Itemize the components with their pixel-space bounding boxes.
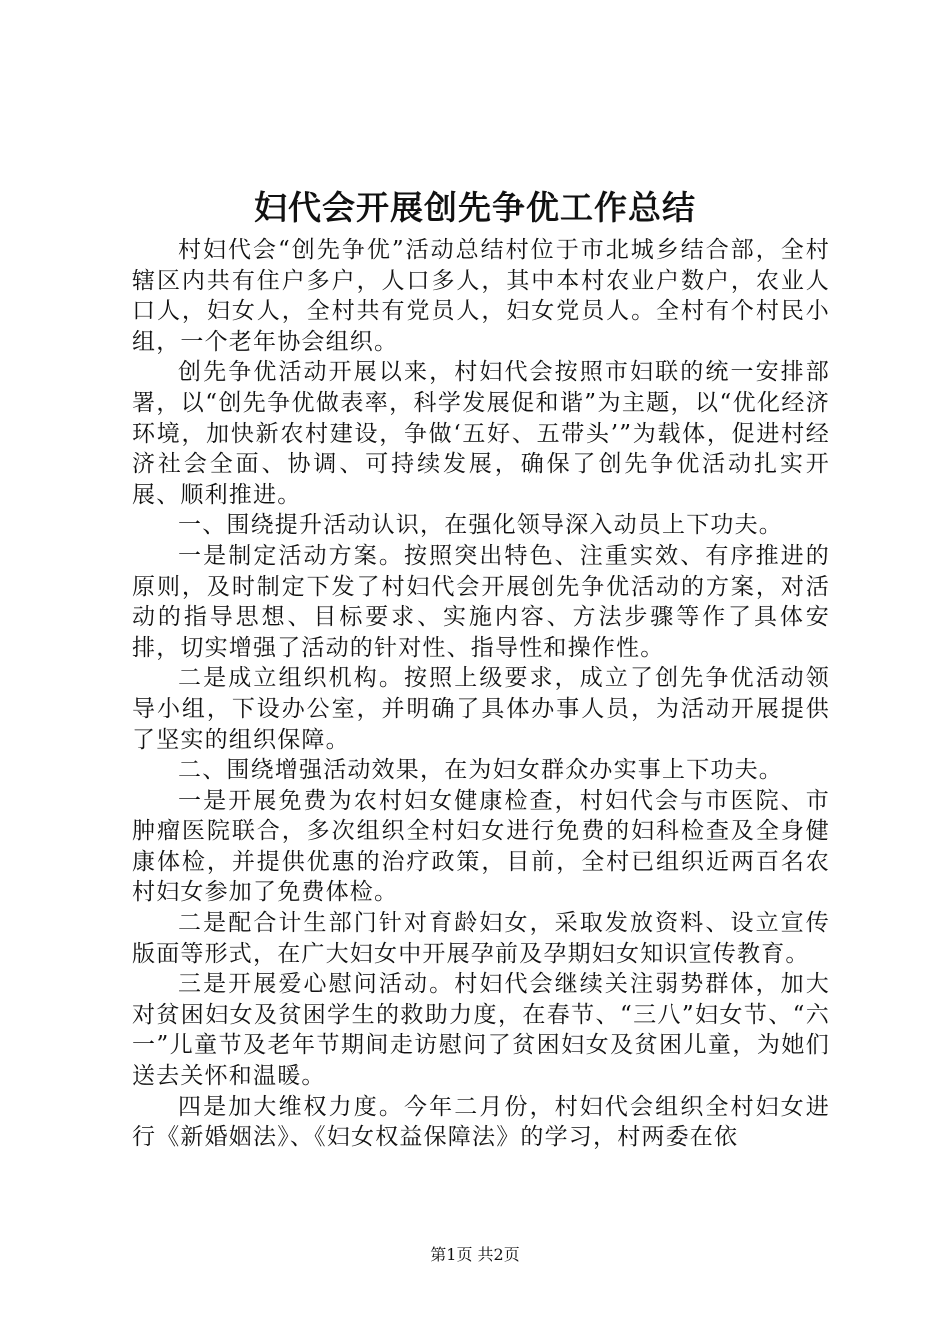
paragraph-education: 二是配合计生部门针对育龄妇女，采取发放资料、设立宣传版面等形式，在广大妇女中开展孕前及孕期妇女知识宣传教育。 <box>132 910 830 967</box>
paragraph-rights: 四是加大维权力度。今年二月份，村妇代会组织全村妇女进行《新婚姻法》、《妇女权益保障法》的学习，村两委在依 <box>132 1093 830 1151</box>
paragraph-health-check: 一是开展免费为农村妇女健康检查，村妇代会与市医院、市肿瘤医院联合，多次组织全村妇女进行免费的妇科检查及全身健康体检，并提供优惠的治疗政策，目前，全村已组织近两百名农村妇女参加了免费体检。 <box>132 787 830 906</box>
paragraph-plan: 一是制定活动方案。按照突出特色、注重实效、有序推进的原则，及时制定下发了村妇代会开展创先争优活动的方案，对活动的指导思想、目标要求、实施内容、方法步骤等作了具体安排，切实增强了活动的针对性、指导性和操作性。 <box>132 542 830 661</box>
document-body <box>132 235 830 1153</box>
section-heading-1: 一、围绕提升活动认识，在强化领导深入动员上下功夫。 <box>178 512 783 539</box>
paragraph-care-visits: 三是开展爱心慰问活动。村妇代会继续关注弱势群体，加大对贫困妇女及贫困学生的救助力度，在春节、“三八”妇女节、“六一”儿童节及老年节期间走访慰问了贫困妇女及贫困儿童，为她们送去关怀和温暖。 <box>132 971 830 1090</box>
document-title: 妇代会开展创先争优工作总结 <box>254 188 696 227</box>
paragraph-intro: 村妇代会“创先争优”活动总结村位于市北城乡结合部，全村辖区内共有住户多户，人口多人，其中本村农业户数户，农业人口人，妇女人，全村共有党员人，妇女党员人。全村有个村民小组，一个老年协会组织。 <box>132 237 830 355</box>
paragraph-overview: 创先争优活动开展以来，村妇代会按照市妇联的统一安排部署，以“创先争优做表率，科学发展促和谐”为主题，以“优化经济环境，加快新农村建设，争做‘五好、五带头’”为载体，促进村经济社会全面、协调、可持续发展，确保了创先争优活动扎实开展、顺利推进。 <box>132 359 830 508</box>
page-footer: 第1页 共2页 <box>430 1245 520 1264</box>
section-heading-2: 二、围绕增强活动效果，在为妇女群众办实事上下功夫。 <box>178 757 783 784</box>
paragraph-organization: 二是成立组织机构。按照上级要求，成立了创先争优活动领导小组，下设办公室，并明确了具体办事人员，为活动开展提供了坚实的组织保障。 <box>132 665 830 753</box>
